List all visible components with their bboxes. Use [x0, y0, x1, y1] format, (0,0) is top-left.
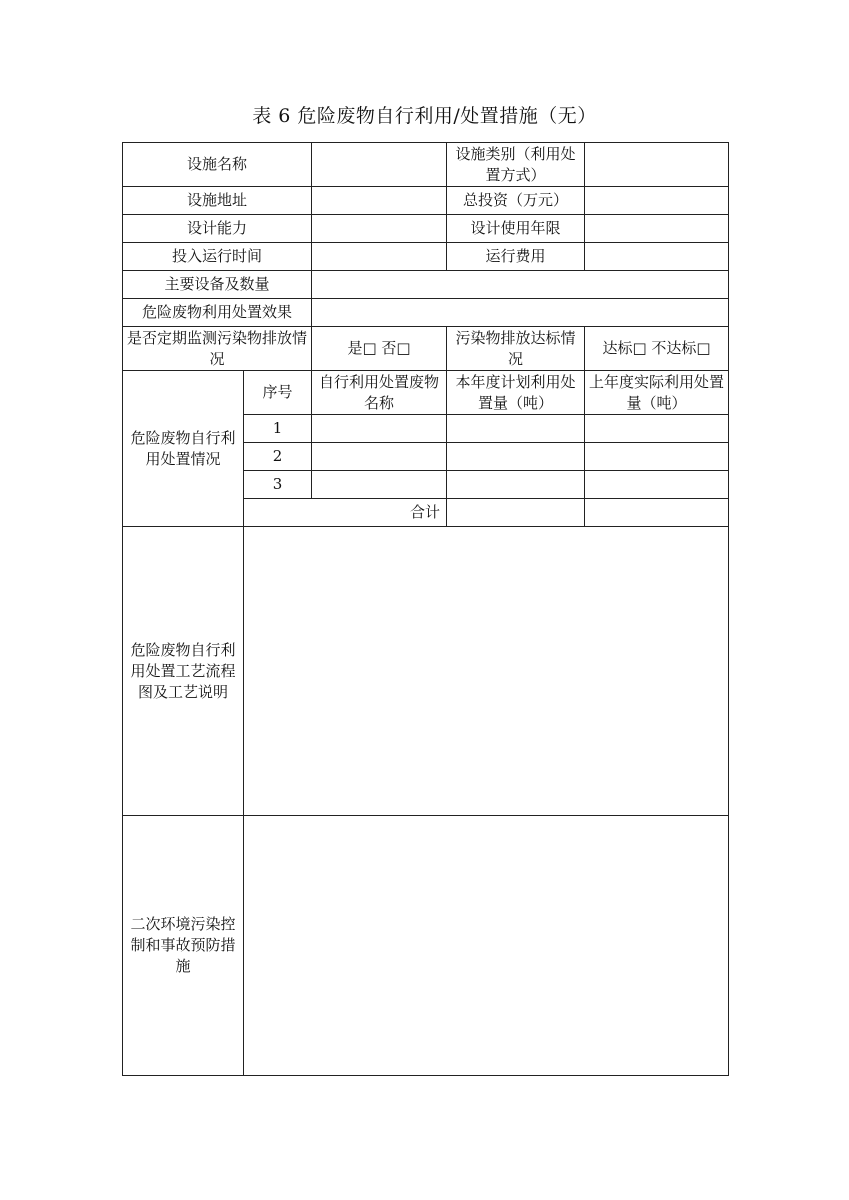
operating-cost-value-cell[interactable]	[585, 243, 729, 271]
actual-amount-cell[interactable]	[585, 415, 729, 443]
emission-compliance-label: 污染物排放达标情况	[447, 327, 585, 371]
row-utilization-effect	[123, 299, 729, 327]
waste-name-cell[interactable]	[312, 443, 447, 471]
main-equipment-label: 主要设备及数量	[123, 271, 312, 299]
row-commissioning-time	[123, 243, 729, 271]
waste-name-cell[interactable]	[312, 471, 447, 499]
planned-amount-header: 本年度计划利用处置量（吨）	[447, 371, 585, 415]
commissioning-time-value-cell[interactable]	[312, 243, 447, 271]
actual-total-cell[interactable]	[585, 499, 729, 527]
design-capacity-value-cell[interactable]	[312, 215, 447, 243]
actual-amount-cell[interactable]	[585, 471, 729, 499]
utilization-effect-label: 危险废物利用处置效果	[123, 299, 312, 327]
facility-type-label: 设施类别（利用处置方式）	[447, 143, 585, 187]
usage-section-label: 危险废物自行利用处置情况	[123, 371, 244, 527]
design-service-life-value-cell[interactable]	[585, 215, 729, 243]
row-number: 1	[244, 415, 312, 443]
commissioning-time-label: 投入运行时间	[123, 243, 312, 271]
facility-name-value-cell[interactable]	[312, 143, 447, 187]
total-investment-value-cell[interactable]	[585, 187, 729, 215]
pollution-control-label: 二次环境污染控制和事故预防措施	[123, 816, 244, 1076]
facility-type-value-cell[interactable]	[585, 143, 729, 187]
design-capacity-label: 设计能力	[123, 215, 312, 243]
actual-amount-cell[interactable]	[585, 443, 729, 471]
row-number: 3	[244, 471, 312, 499]
row-monitoring	[123, 327, 729, 371]
actual-amount-header: 上年度实际利用处置量（吨）	[585, 371, 729, 415]
total-label: 合计	[244, 499, 447, 527]
compliance-options-checkbox[interactable]: 达标□ 不达标□	[585, 327, 729, 371]
row-pollution-control	[123, 816, 729, 1076]
waste-name-cell[interactable]	[312, 415, 447, 443]
row-usage-header	[123, 371, 729, 415]
design-service-life-label: 设计使用年限	[447, 215, 585, 243]
monitoring-options-checkbox[interactable]: 是□ 否□	[312, 327, 447, 371]
planned-amount-cell[interactable]	[447, 415, 585, 443]
facility-name-label: 设施名称	[123, 143, 312, 187]
seq-header: 序号	[244, 371, 312, 415]
row-facility-name	[123, 143, 729, 187]
waste-name-header: 自行利用处置废物名称	[312, 371, 447, 415]
planned-amount-cell[interactable]	[447, 443, 585, 471]
row-facility-address	[123, 187, 729, 215]
row-main-equipment	[123, 271, 729, 299]
monitoring-question-label: 是否定期监测污染物排放情况	[123, 327, 312, 371]
pollution-control-content-cell[interactable]	[244, 816, 729, 1076]
document-title: 表 6 危险废物自行利用/处置措施（无）	[252, 105, 597, 127]
facility-address-value-cell[interactable]	[312, 187, 447, 215]
total-investment-label: 总投资（万元）	[447, 187, 585, 215]
waste-utilization-form-table	[122, 142, 729, 1076]
utilization-effect-value-cell[interactable]	[312, 299, 729, 327]
row-number: 2	[244, 443, 312, 471]
row-design-capacity	[123, 215, 729, 243]
planned-total-cell[interactable]	[447, 499, 585, 527]
process-flow-content-cell[interactable]	[244, 527, 729, 816]
planned-amount-cell[interactable]	[447, 471, 585, 499]
process-flow-label: 危险废物自行利用处置工艺流程图及工艺说明	[123, 527, 244, 816]
facility-address-label: 设施地址	[123, 187, 312, 215]
operating-cost-label: 运行费用	[447, 243, 585, 271]
row-process-flow	[123, 527, 729, 816]
main-equipment-value-cell[interactable]	[312, 271, 729, 299]
